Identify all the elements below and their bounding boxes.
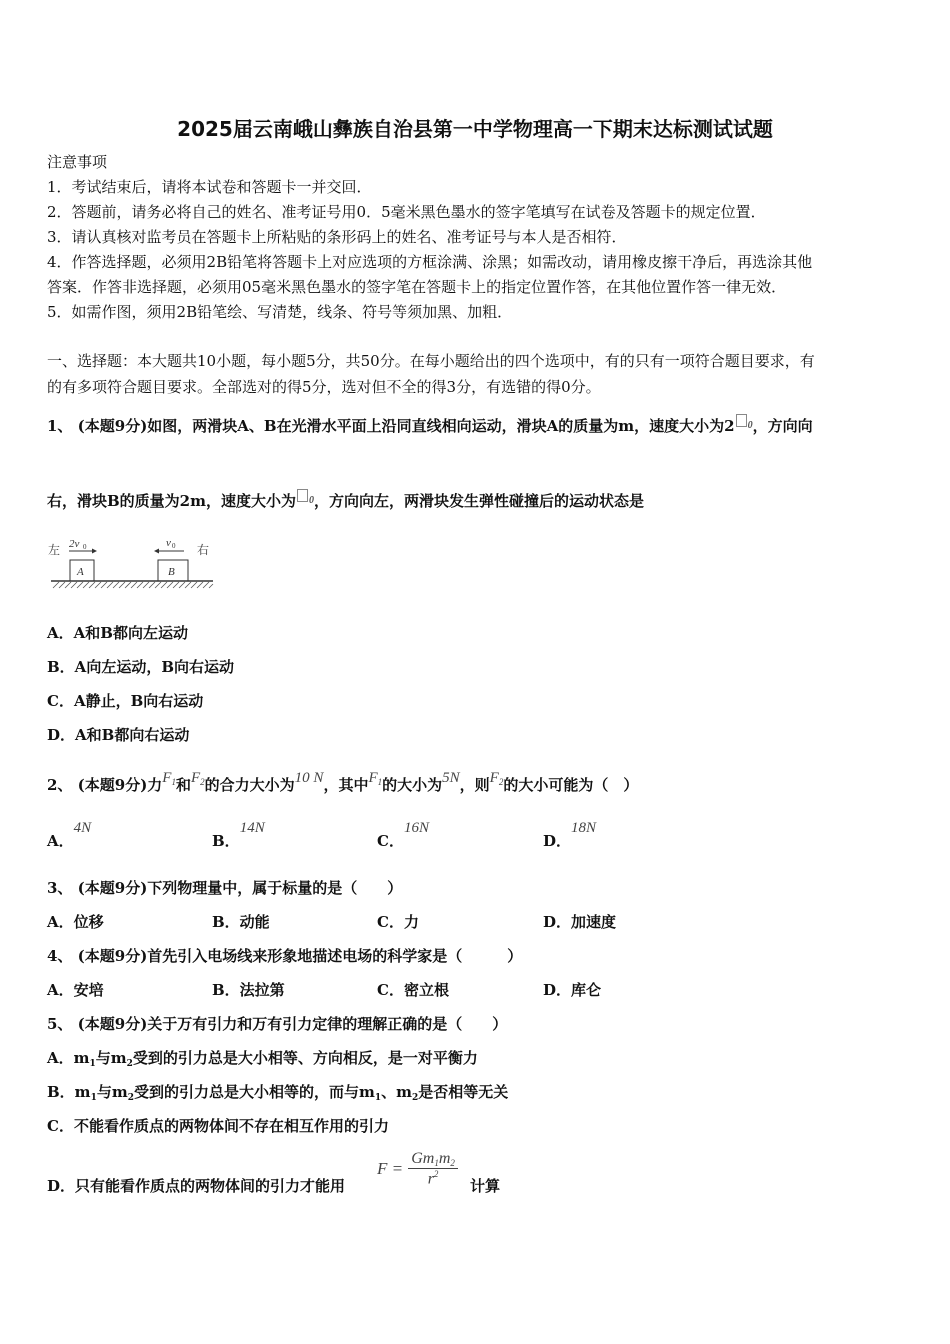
q1-stem-line-1 [47,414,813,436]
fig-a-speed-label [69,538,87,551]
q2-and: 和 [175,776,191,794]
q1-option-a[interactable]: A．A和B都向左运动 [47,624,188,642]
q1-stem-text-a: 1、 (本题9分)如图，两滑块A、B在光滑水平面上沿同直线相向运动，滑块A的质量为m，速度大小为2 [47,417,735,435]
fig-b-speed-label [166,537,176,550]
q2-stem-end: 的大小可能为（ ） [503,776,639,794]
q3-option-d[interactable]: D．加速度 [543,913,617,931]
q1-v0-symbol-2: 0 [309,495,314,506]
notice-item-5: 5．如需作图，须用2B铅笔绘、写清楚，线条、符号等须加黑、加粗． [47,303,513,321]
notice-item-4-cont: 答案．作答非选择题，必须用05毫米黑色墨水的签字笔在答题卡上的指定位置作答，在其他位置作答一律无效． [47,278,787,296]
fig-left-label: 左 [48,543,61,557]
fig-right-label: 右 [197,543,210,557]
q2-mid-2: ，其中 [323,776,369,794]
q1-stem-text-b: ，方向向 [752,417,813,435]
q3-option-a[interactable]: A．位移 [47,913,104,931]
q4-option-b[interactable]: B．法拉第 [212,981,285,999]
q2-option-b[interactable]: B．14N [212,820,265,850]
q5-option-c[interactable]: C．不能看作质点的两物体间不存在相互作用的引力 [47,1117,389,1135]
q2-option-d[interactable]: D．18N [543,820,597,850]
notice-item-1: 1．考试结束后，请将本试卷和答题卡一并交回． [47,178,372,196]
q2-value-10n: 10 N [294,770,324,786]
q1-stem-text-c: 右，滑块B的质量为2m，速度大小为 [47,492,296,510]
fig-a-speed-sub: 0 [83,543,87,551]
notice-item-3: 3．请认真核对监考员在答题卡上所粘贴的条形码上的姓名、准考证号与本人是否相符． [47,228,627,246]
fig-block-b-label: B [168,566,175,578]
q4-option-d[interactable]: D．库仑 [543,981,602,999]
formula-placeholder-icon [297,489,308,502]
formula-placeholder-icon [736,414,747,427]
fig-block-a-label: A [77,566,84,578]
q1-stem-text-d: ，方向向左，两滑块发生弹性碰撞后的运动状态是 [314,492,645,510]
q2-mid-1: 的合力大小为 [204,776,295,794]
q2-stem [47,770,638,795]
fig-b-speed: v [166,537,171,549]
q2-f1-symbol: $F_1$ [162,770,176,787]
q2-stem-prefix: 2、 (本题9分)力 [47,776,163,794]
q2-mid-3: 的大小为 [382,776,443,794]
q2-option-c[interactable]: C．16N [377,820,429,850]
q4-option-c[interactable]: C．密立根 [377,981,449,999]
fig-b-arrow-head [154,549,159,554]
q3-option-c[interactable]: C．力 [377,913,419,931]
section-intro-line-2: 的有多项符合题目要求。全部选对的得5分，选对但不全的得3分，有选错的得0分。 [47,378,601,396]
q5-option-a[interactable]: A．$m_1$与$m_2$受到的引力总是大小相等、方向相反，是一对平衡力 [47,1049,478,1069]
fig-b-speed-sub: 0 [172,542,176,550]
notice-item-2: 2．答题前，请务必将自己的姓名、准考证号用0．5毫米黑色墨水的签字笔填写在试卷及答题卡的规定位置． [47,203,766,221]
q2-f2-symbol: $F_2$ [190,770,205,787]
q2-mid-4: ，则 [459,776,490,794]
q4-option-a[interactable]: A．安培 [47,981,104,999]
q5-stem: 5、 (本题9分)关于万有引力和万有引力定律的理解正确的是（ ） [47,1015,508,1033]
q5-option-b[interactable]: B．$m_1$与$m_2$受到的引力总是大小相等的，而与$m_1$、$m_2$是否相等无关 [47,1083,509,1103]
q1-option-b[interactable]: B．A向左运动，B向右运动 [47,658,234,676]
q1-stem-line-2 [47,489,644,511]
page-title: 2025届云南峨山彝族自治县第一中学物理高一下期末达标测试试题 [177,117,773,141]
notice-item-4: 4．作答选择题，必须用2B铅笔将答题卡上对应选项的方框涂满、涂黑；如需改动，请用橡皮擦干净后，再选涂其他 [47,253,813,271]
q3-stem: 3、 (本题9分)下列物理量中，属于标量的是（ ） [47,879,403,897]
q5-option-d[interactable]: D．只有能看作质点的两物体间的引力才能用 [47,1177,346,1195]
gravitation-formula: F = $\frac{Gm_1m_2}{r^2}$ [377,1150,458,1188]
q4-stem: 4、 (本题9分)首先引入电场线来形象地描述电场的科学家是（ ） [47,947,523,965]
q3-option-b[interactable]: B．动能 [212,913,270,931]
fig-a-arrow-head [92,549,97,554]
fig-a-speed: 2v [69,538,80,550]
q2-f1-symbol-2: $F_1$ [368,770,383,787]
section-intro-line-1: 一、选择题：本大题共10小题，每小题5分，共50分。在每小题给出的四个选项中，有的只有一项符合题目要求，有 [47,352,815,370]
q1-option-c[interactable]: C．A静止，B向右运动 [47,692,204,710]
q2-value-5n: 5N [442,770,460,786]
gravitation-fraction: $\frac{Gm_1m_2}{r^2}$ [408,1150,458,1188]
q5-option-d-suffix: 计算 [470,1177,501,1195]
notice-heading: 注意事项 [47,153,108,171]
q1-option-d[interactable]: D．A和B都向右运动 [47,726,190,744]
q1-collision-figure [45,532,217,596]
fig-ground-hatch [53,582,213,588]
q2-f2-symbol-2: $F_2$ [489,770,504,787]
q2-option-a[interactable]: A．4N [47,820,92,850]
q1-v0-symbol: 0 [747,420,753,431]
